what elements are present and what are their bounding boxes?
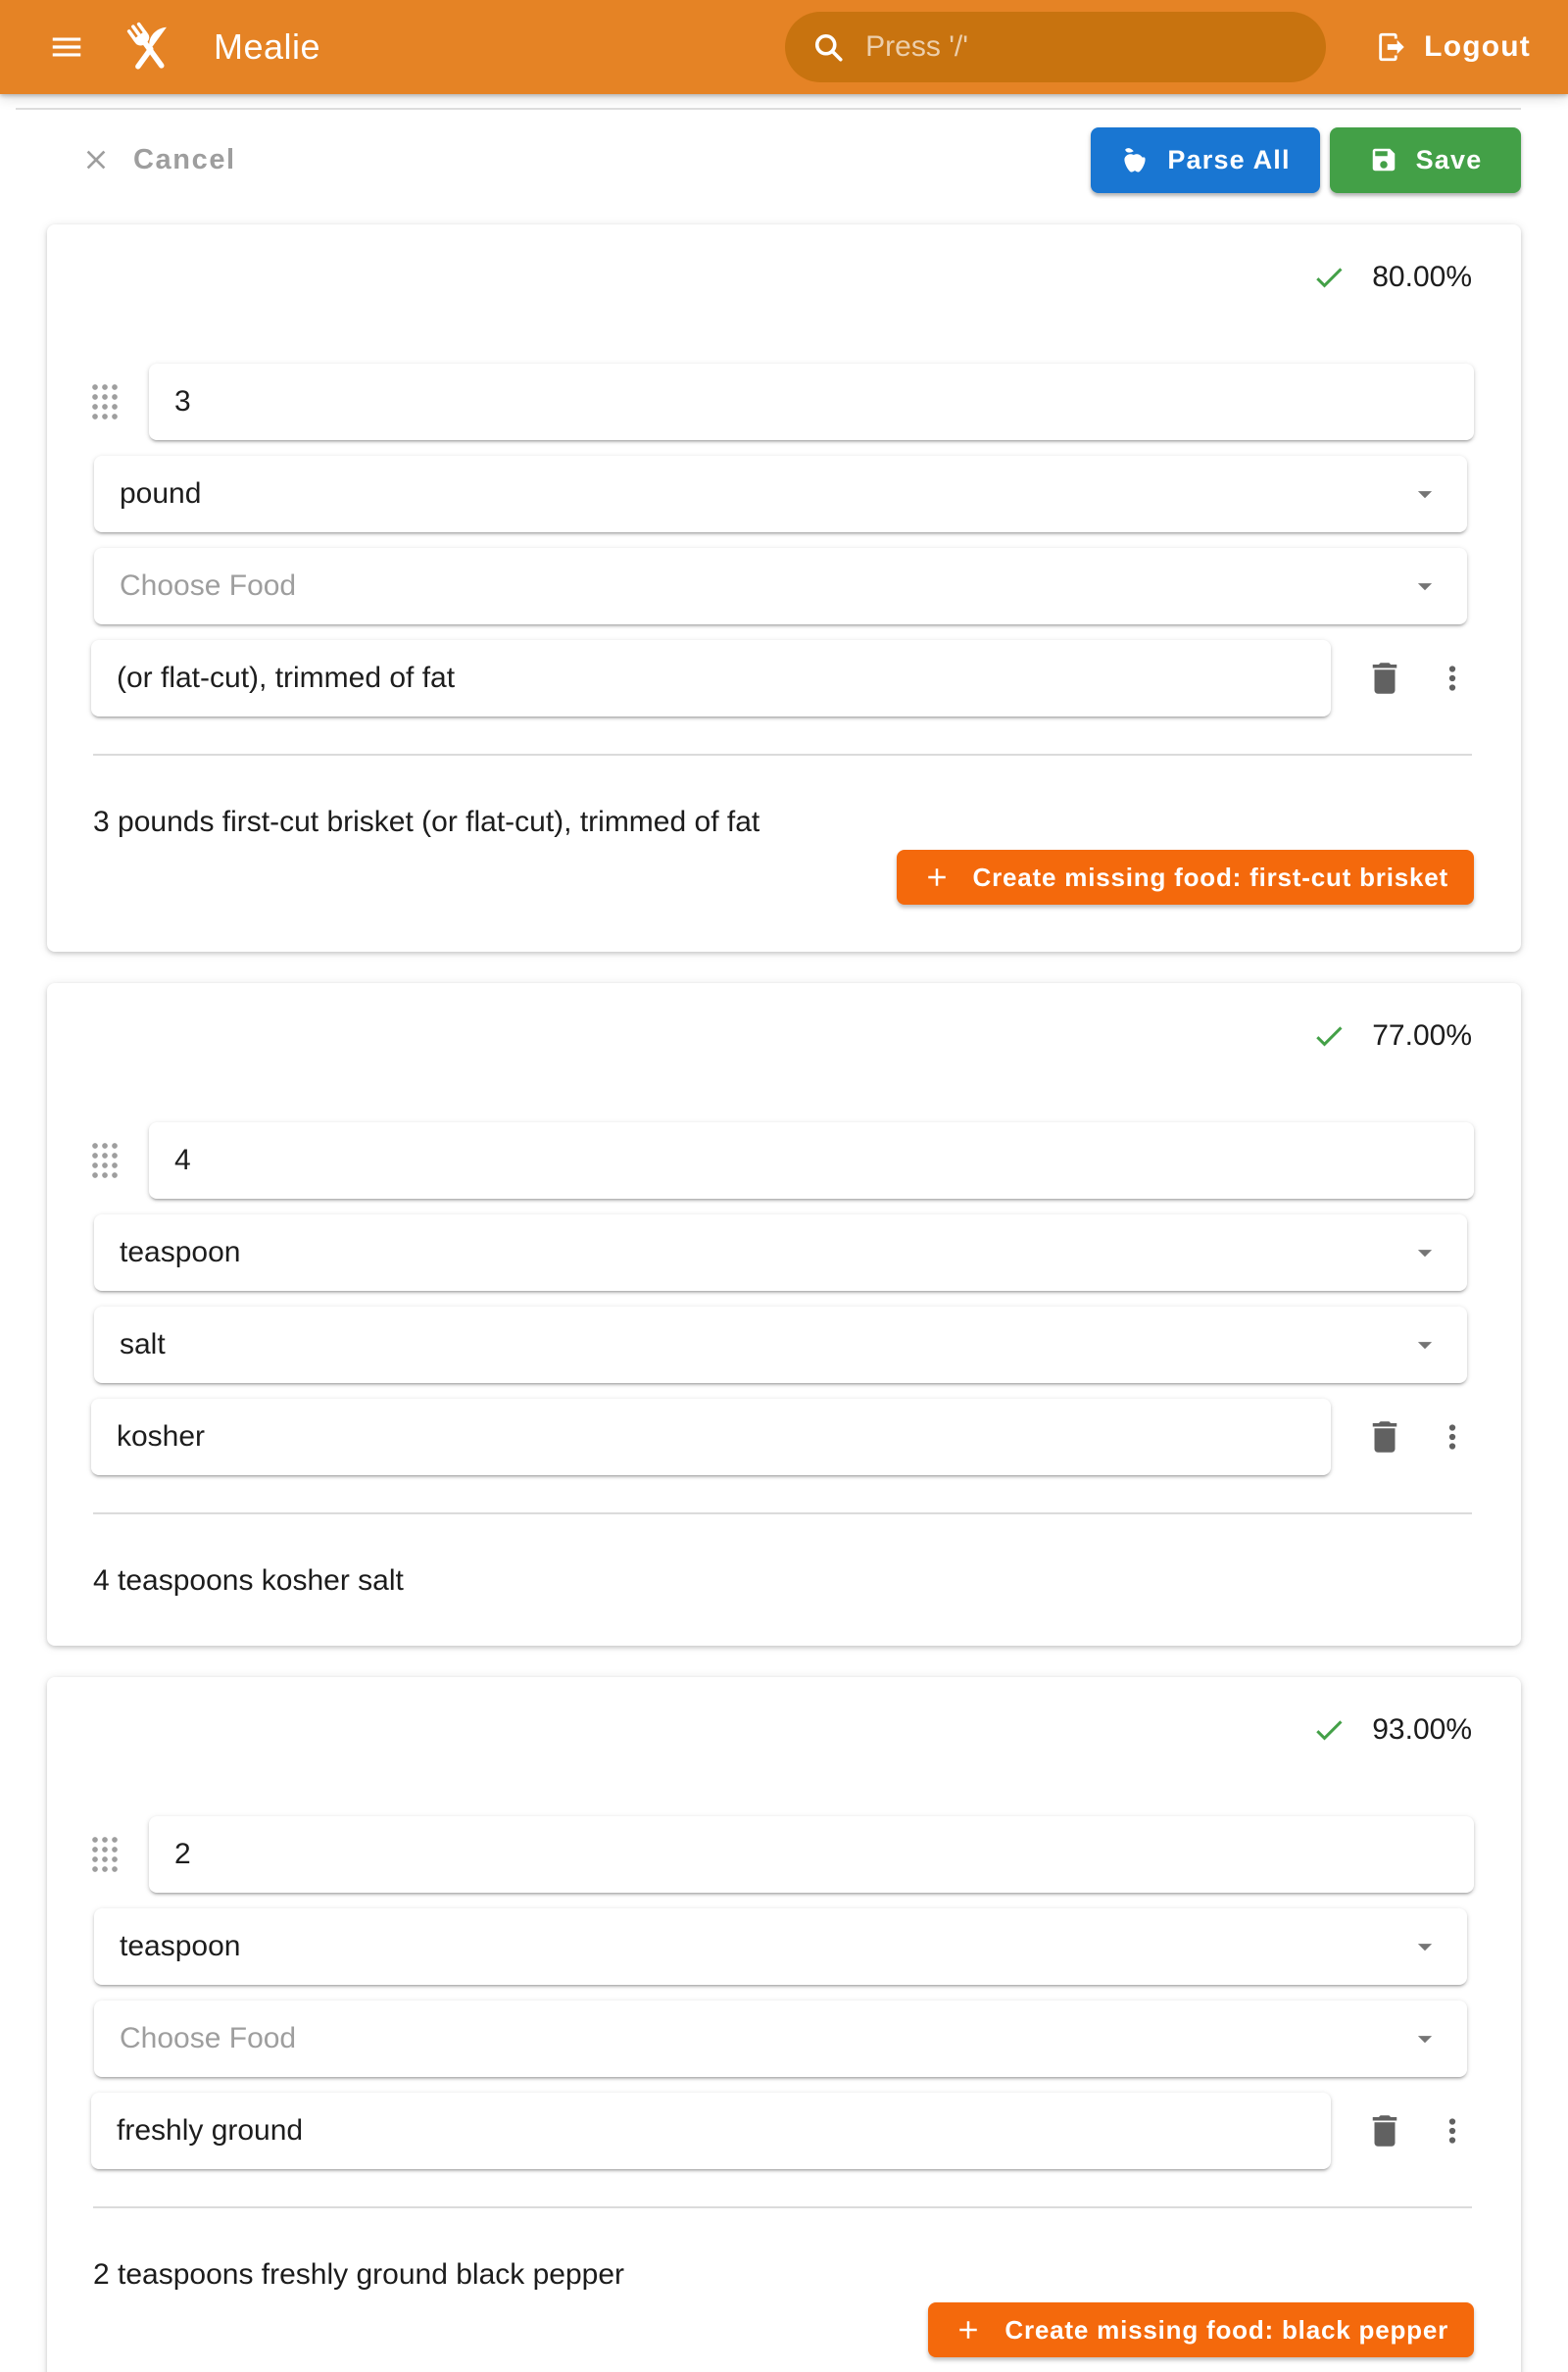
drag-handle-icon[interactable] bbox=[88, 382, 122, 421]
ingredient-card bbox=[47, 983, 1521, 1646]
chevron-down-icon bbox=[1408, 2022, 1442, 2055]
parser-toolbar bbox=[47, 126, 1521, 193]
save-button[interactable] bbox=[1330, 127, 1521, 193]
drag-handle-icon[interactable] bbox=[88, 1141, 122, 1180]
card-divider bbox=[93, 2206, 1472, 2208]
confidence-value: 93.00% bbox=[1372, 1713, 1472, 1746]
chevron-down-icon bbox=[1408, 1328, 1442, 1361]
check-icon bbox=[1311, 1712, 1347, 1748]
menu-icon[interactable] bbox=[39, 20, 94, 74]
quantity-field bbox=[149, 364, 1474, 440]
more-options-button[interactable] bbox=[1431, 660, 1474, 697]
note-input[interactable] bbox=[117, 2114, 1305, 2148]
chevron-down-icon bbox=[1408, 1930, 1442, 1963]
delete-button[interactable] bbox=[1360, 2110, 1409, 2151]
confidence-row bbox=[88, 1712, 1472, 1748]
search-input[interactable] bbox=[785, 12, 1326, 82]
search-icon bbox=[810, 29, 846, 65]
check-icon bbox=[1311, 260, 1347, 295]
food-select[interactable] bbox=[94, 1307, 1467, 1383]
quantity-input[interactable] bbox=[174, 1144, 1448, 1177]
close-icon bbox=[80, 144, 112, 175]
quantity-row bbox=[88, 1816, 1474, 1893]
card-divider bbox=[93, 754, 1472, 756]
quantity-row bbox=[88, 1122, 1474, 1199]
more-options-button[interactable] bbox=[1431, 1418, 1474, 1456]
brand[interactable] bbox=[116, 15, 320, 79]
unit-value: teaspoon bbox=[120, 1236, 241, 1268]
cancel-label: Cancel bbox=[133, 143, 236, 175]
note-row bbox=[88, 1399, 1474, 1475]
unit-select[interactable] bbox=[94, 1908, 1467, 1985]
search-placeholder: Press '/' bbox=[865, 30, 968, 63]
quantity-input[interactable] bbox=[174, 1838, 1448, 1871]
note-row bbox=[88, 2093, 1474, 2169]
note-row bbox=[88, 640, 1474, 717]
original-ingredient-text: 3 pounds first-cut brisket (or flat-cut), trimmed of fat bbox=[93, 806, 760, 838]
app-bar bbox=[0, 0, 1568, 94]
create-missing-food-label: Create missing food: black pepper bbox=[1004, 2314, 1448, 2345]
app-title: Mealie bbox=[214, 26, 321, 67]
header-divider bbox=[16, 108, 1521, 110]
chevron-down-icon bbox=[1408, 569, 1442, 603]
cancel-button[interactable] bbox=[47, 144, 236, 176]
unit-select[interactable] bbox=[94, 1214, 1467, 1291]
create-row bbox=[88, 850, 1474, 905]
quantity-field bbox=[149, 1816, 1474, 1893]
logout-button[interactable] bbox=[1371, 23, 1535, 72]
food-select[interactable] bbox=[94, 548, 1467, 624]
food-placeholder: Choose Food bbox=[120, 2022, 297, 2054]
parse-all-label: Parse All bbox=[1167, 144, 1291, 174]
ingredient-cards bbox=[47, 224, 1521, 2372]
confidence-row bbox=[88, 1018, 1472, 1054]
original-ingredient-text: 2 teaspoons freshly ground black pepper bbox=[93, 2258, 625, 2291]
logout-icon bbox=[1375, 30, 1408, 64]
card-divider bbox=[93, 1512, 1472, 1514]
confidence-value: 80.00% bbox=[1372, 261, 1472, 293]
unit-value: teaspoon bbox=[120, 1930, 241, 1962]
confidence-value: 77.00% bbox=[1372, 1019, 1472, 1052]
note-input[interactable] bbox=[117, 662, 1305, 695]
ingredient-card bbox=[47, 1677, 1521, 2372]
confidence-row bbox=[88, 260, 1472, 295]
food-value: salt bbox=[120, 1328, 166, 1360]
create-missing-food-button[interactable] bbox=[928, 2302, 1474, 2357]
drag-handle-icon[interactable] bbox=[88, 1835, 122, 1874]
quantity-field bbox=[149, 1122, 1474, 1199]
create-row bbox=[88, 2302, 1474, 2357]
ingredient-card bbox=[47, 224, 1521, 952]
unit-value: pound bbox=[120, 477, 202, 510]
parse-all-button[interactable] bbox=[1091, 127, 1320, 193]
save-label: Save bbox=[1415, 144, 1483, 174]
plus-icon bbox=[922, 863, 952, 892]
logout-label: Logout bbox=[1424, 30, 1531, 63]
check-icon bbox=[1311, 1018, 1347, 1054]
plus-icon bbox=[954, 2315, 983, 2345]
create-missing-food-button[interactable] bbox=[897, 850, 1474, 905]
note-field bbox=[91, 1399, 1331, 1475]
note-field bbox=[91, 2093, 1331, 2169]
save-icon bbox=[1369, 145, 1398, 174]
delete-button[interactable] bbox=[1360, 658, 1409, 699]
quantity-row bbox=[88, 364, 1474, 440]
create-missing-food-label: Create missing food: first-cut brisket bbox=[972, 862, 1448, 892]
original-ingredient-text: 4 teaspoons kosher salt bbox=[93, 1564, 404, 1597]
chevron-down-icon bbox=[1408, 1236, 1442, 1269]
food-select[interactable] bbox=[94, 2001, 1467, 2077]
quantity-input[interactable] bbox=[174, 385, 1448, 419]
delete-button[interactable] bbox=[1360, 1416, 1409, 1458]
more-options-button[interactable] bbox=[1431, 2112, 1474, 2150]
food-placeholder: Choose Food bbox=[120, 569, 297, 602]
fork-knife-logo-icon bbox=[116, 15, 180, 79]
note-input[interactable] bbox=[117, 1420, 1305, 1454]
note-field bbox=[91, 640, 1331, 717]
apple-icon bbox=[1120, 145, 1150, 174]
unit-select[interactable] bbox=[94, 456, 1467, 532]
chevron-down-icon bbox=[1408, 477, 1442, 511]
